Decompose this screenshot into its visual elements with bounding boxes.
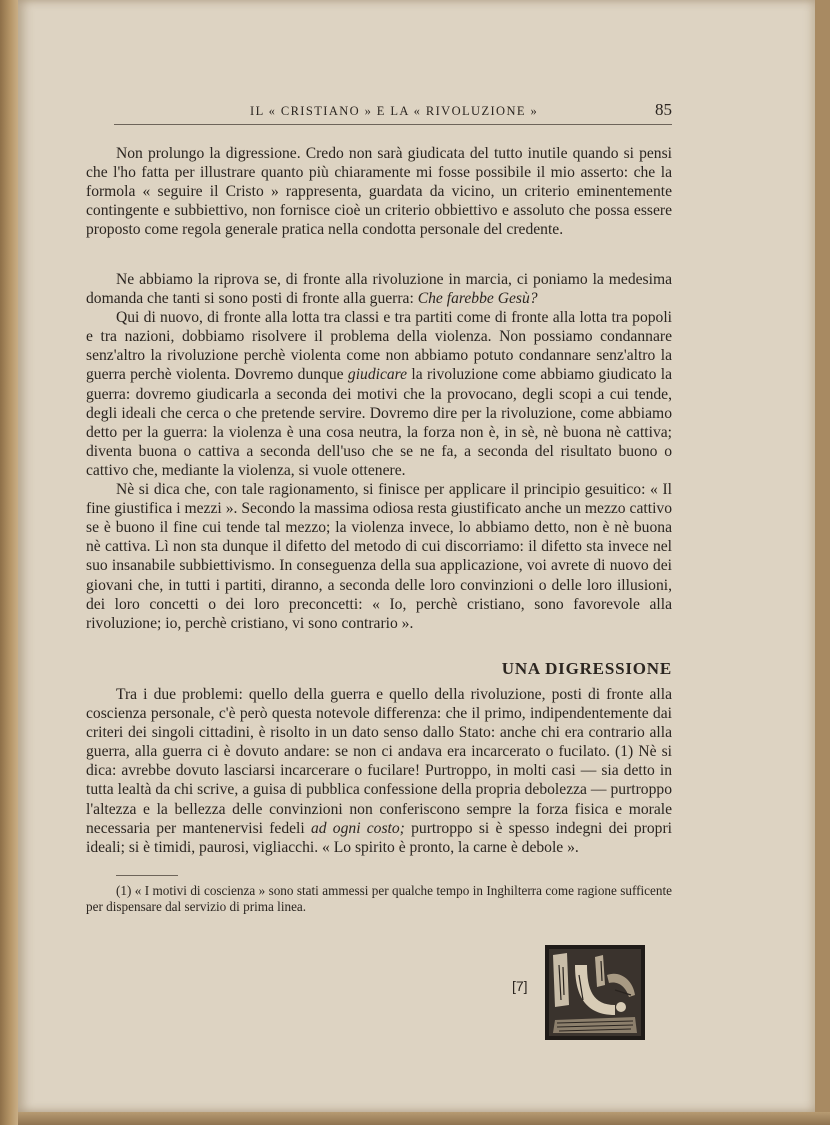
paragraph-text: Tra i due problemi: quello della guerra e quello della rivoluzione, posti di fronte alla coscienza personale, c'è però questa notevole differenza: che il primo, indipendentemente dai criteri dei singoli cittadini, è risolto in un dato senso dallo Stato: anche chi era contrario alla guerra, alla guerra ci è dovuto andare: se non ci andava era incarcerato o fucilato. (1) Nè si dica: avrebbe dovuto lasciarsi incarcerare o fucilare! Purtroppo, in molti casi — sia detto in tutta lealtà da chi scrive, a guisa di pubblica confessione della propria debolezza — purtroppo l'altezza e la bellezza delle convinzioni non conferiscono sempre la forza fisica e morale necessaria per mantenervisi fedeli (86, 686, 672, 837)
paragraph (86, 270, 672, 308)
book-binding-edge (0, 0, 18, 1125)
footnote-rule (116, 875, 178, 876)
italic-phrase: Che farebbe Gesù? (417, 290, 538, 308)
paragraph-text: Ne abbiamo la riprova se, di fronte alla rivoluzione in marcia, ci poniamo la medesima domanda che tanti si sono posti di fronte alla guerra: (86, 271, 672, 308)
footnote (86, 883, 672, 915)
running-header (250, 100, 672, 122)
page-number: 85 (655, 100, 672, 119)
signature-mark: [7] (512, 978, 528, 994)
paragraph (86, 685, 672, 857)
paragraph (86, 308, 672, 480)
text-block-digression (86, 685, 672, 857)
footnote-text: (1) « I motivi di coscienza » sono stati ammessi per qualche tempo in Inghilterra come ragione sufficente per dispensare dal servizio di prima linea. (86, 883, 672, 914)
italic-phrase: ad ogni costo; (310, 819, 405, 837)
page-bottom-edge (18, 1112, 830, 1125)
paragraph-text: Qui di nuovo, di fronte alla lotta tra classi e tra partiti come di fronte alla lotta tra popoli e tra nazioni, dobbiamo risolvere il problema della violenza. Non possiamo condannare senz'altro la rivoluzione perchè violenta come non abbiamo potuto condannare senz'altro la guerra perchè violenta. Dovremo dunque (86, 309, 672, 384)
paragraph-text: purtroppo si è spesso indegni dei propri ideali; si è timidi, paurosi, vigliacchi. « Lo spirito è pronto, la carne è debole ». (86, 819, 672, 856)
text-block-main (86, 270, 672, 633)
paragraph: Nè si dica che, con tale ragionamento, si finisce per applicare il principio gesuitico: « Il fine giustifica i mezzi ». Secondo la massima odiosa resta giustificato anche un mezzo cattivo se è buono il fine cui tende tal mezzo; la violenza invece, lo abbiamo detto, non è nè buona nè cattiva. Lì non sta dunque il difetto del metodo di cui discorriamo: il difetto sta invece nel suo insanabile subbiettivismo. In conseguenza della sua applicazione, voi avrete di nuovo dei giovani che, in tutti i partiti, diranno, a seconda delle loro convinzioni o delle loro illusioni, dei loro concetti o dei loro preconcetti: « Io, perchè cristiano, sono favorevole alla rivoluzione; io, perchè cristiano, vi sono contrario ». (86, 481, 672, 632)
paragraph-text: la rivoluzione come abbiamo giudicato la guerra: dovremo giudicarla a seconda dei motivi che la provocano, degli scopi a cui tende, degli ideali che cerca o che pretende servire. Dovremo dire per la rivoluzione, come abbiamo detto per la guerra: la violenza è una cosa neutra, la forza non è, in sè, nè buona nè cattiva; diventa buona o cattiva a seconda dell'uso che se ne fa, a seconda del risultato buono o cattivo che, mediante la violenza, si vuole ottenere. (86, 366, 672, 479)
woodcut-illustration (545, 945, 645, 1040)
italic-phrase: giudicare (347, 366, 408, 384)
paragraph: Non prolungo la digressione. Credo non sarà giudicata del tutto inutile quando si pensi che l'ho fatta per illustrare quanto più chiaramente mi fosse possibile il mio asserto: che la formola « seguire il Cristo » rappresenta, guardata da vicino, un criterio eminentemente contingente e subbiettivo, non fornisce cioè un criterio obbiettivo e assoluto che possa essere proposto come regola generale pratica nella condotta personale del credente. (86, 145, 672, 239)
text-block-intro (86, 144, 672, 239)
running-title: IL « CRISTIANO » E LA « RIVOLUZIONE » (250, 104, 539, 118)
section-heading: UNA DIGRESSIONE (501, 659, 672, 678)
header-rule (114, 124, 672, 125)
